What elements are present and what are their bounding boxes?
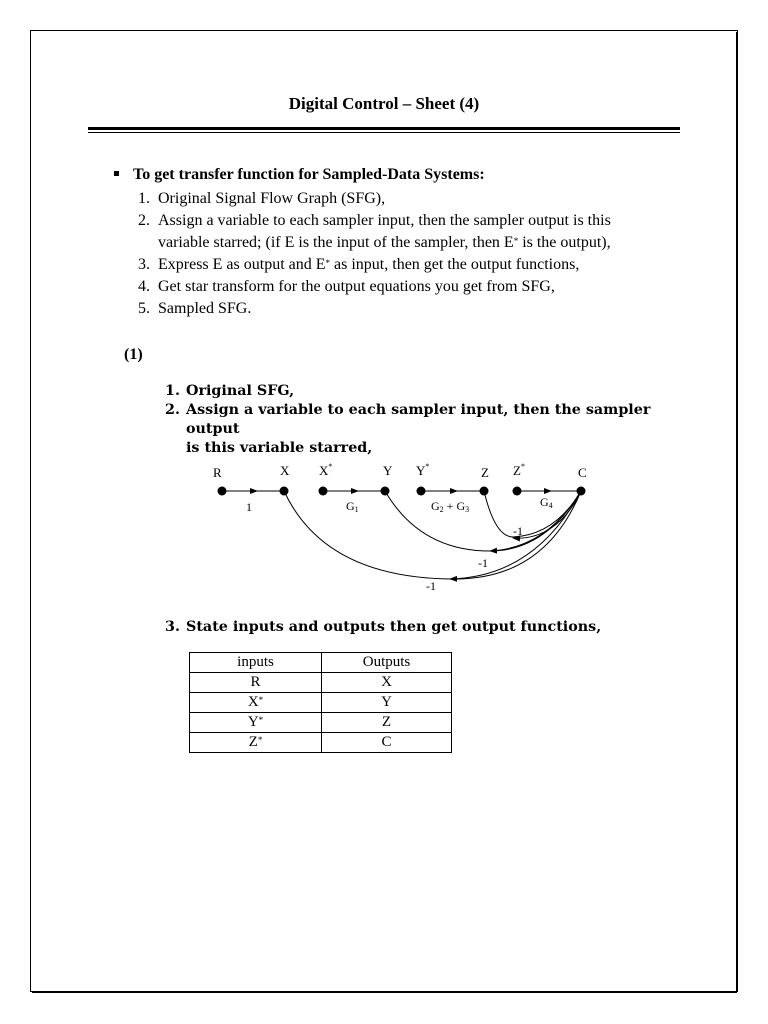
list-item <box>138 298 698 320</box>
list-number: 2. <box>138 212 150 229</box>
feedback-c-y <box>385 491 581 551</box>
feedback-label-2: -1 <box>478 556 488 570</box>
list-item <box>138 188 698 210</box>
list-text: Get star transform for the output equations you get from SFG, <box>158 278 555 295</box>
table-header-row <box>190 653 452 673</box>
node-label-c: C <box>578 465 587 480</box>
table-row <box>190 733 452 753</box>
list-text: Assign a variable to each sampler input, then the sampler output is this <box>158 212 611 229</box>
table-cell: X <box>322 673 452 693</box>
node-label-y: Y <box>383 463 393 478</box>
list-number: 2. <box>165 402 180 418</box>
node-label-y-star: Y* <box>416 462 430 478</box>
table-cell: R <box>190 673 322 693</box>
table-cell: C <box>322 733 452 753</box>
square-bullet-icon <box>114 171 119 176</box>
table-cell: Z <box>322 713 452 733</box>
list-item <box>138 254 698 276</box>
table-cell: Z* <box>190 733 322 753</box>
procedure-list <box>138 188 698 320</box>
column-header: Outputs <box>322 653 452 673</box>
table-row <box>190 673 452 693</box>
list-text: is the output), <box>518 234 611 251</box>
column-header: inputs <box>190 653 322 673</box>
example-steps <box>165 382 685 458</box>
node-label-x-star: X* <box>319 462 333 478</box>
table-cell: Y* <box>190 713 322 733</box>
node-z-star <box>513 487 522 496</box>
table-row <box>190 693 452 713</box>
node-y-star <box>417 487 426 496</box>
node-label-x: X <box>280 463 290 478</box>
node-x <box>280 487 289 496</box>
list-item <box>138 276 698 298</box>
signal-flow-graph <box>195 455 595 595</box>
gain-label-1: 1 <box>246 500 252 514</box>
section-heading-text: To get transfer function for Sampled-Data Systems: <box>133 166 485 183</box>
superscript-star: * <box>513 236 519 246</box>
gain-label-g1: G1 <box>346 499 359 514</box>
list-number: 3. <box>165 619 180 635</box>
list-text: Assign a variable to each sampler input, then the sampler output <box>186 402 651 437</box>
table-row <box>190 713 452 733</box>
list-text: is this variable starred, <box>186 440 373 456</box>
example-label: (1) <box>124 346 143 363</box>
list-item <box>165 382 685 401</box>
io-table <box>189 652 452 753</box>
list-number: 1. <box>165 383 180 399</box>
list-text: Express E as output and E <box>158 256 326 273</box>
node-c <box>577 487 586 496</box>
node-y <box>381 487 390 496</box>
list-text: Original SFG, <box>186 383 295 399</box>
arrow-icon <box>490 491 581 551</box>
feedback-label-1: -1 <box>513 524 523 538</box>
list-number: 4. <box>138 278 150 295</box>
node-z <box>480 487 489 496</box>
list-number: 1. <box>138 190 150 207</box>
list-item <box>138 210 698 254</box>
list-text: as input, then get the output functions, <box>330 256 580 273</box>
table-cell: Y <box>322 693 452 713</box>
node-label-r: R <box>213 465 222 480</box>
node-x-star <box>319 487 328 496</box>
list-number: 3. <box>138 256 150 273</box>
feedback-label-3: -1 <box>426 579 436 593</box>
list-item <box>165 401 685 458</box>
node-r <box>218 487 227 496</box>
section-heading <box>114 166 485 184</box>
title-rule-thick <box>88 127 680 130</box>
node-label-z-star: Z* <box>513 462 525 478</box>
list-text: Original Signal Flow Graph (SFG), <box>158 190 386 207</box>
gain-label-g2-g3: G2 + G3 <box>431 499 470 514</box>
list-number: 5. <box>138 300 150 317</box>
list-text: variable starred; (if E is the input of the sampler, then E <box>158 234 514 251</box>
title-rule-thin <box>88 132 680 133</box>
node-label-z: Z <box>481 465 489 480</box>
example-step-3 <box>165 619 685 635</box>
page-title: Digital Control – Sheet (4) <box>288 94 480 113</box>
list-text: State inputs and outputs then get output functions, <box>186 619 602 635</box>
table-cell: X* <box>190 693 322 713</box>
gain-label-g4: G4 <box>540 495 553 510</box>
list-text: Sampled SFG. <box>158 300 252 317</box>
superscript-star: * <box>325 258 331 268</box>
